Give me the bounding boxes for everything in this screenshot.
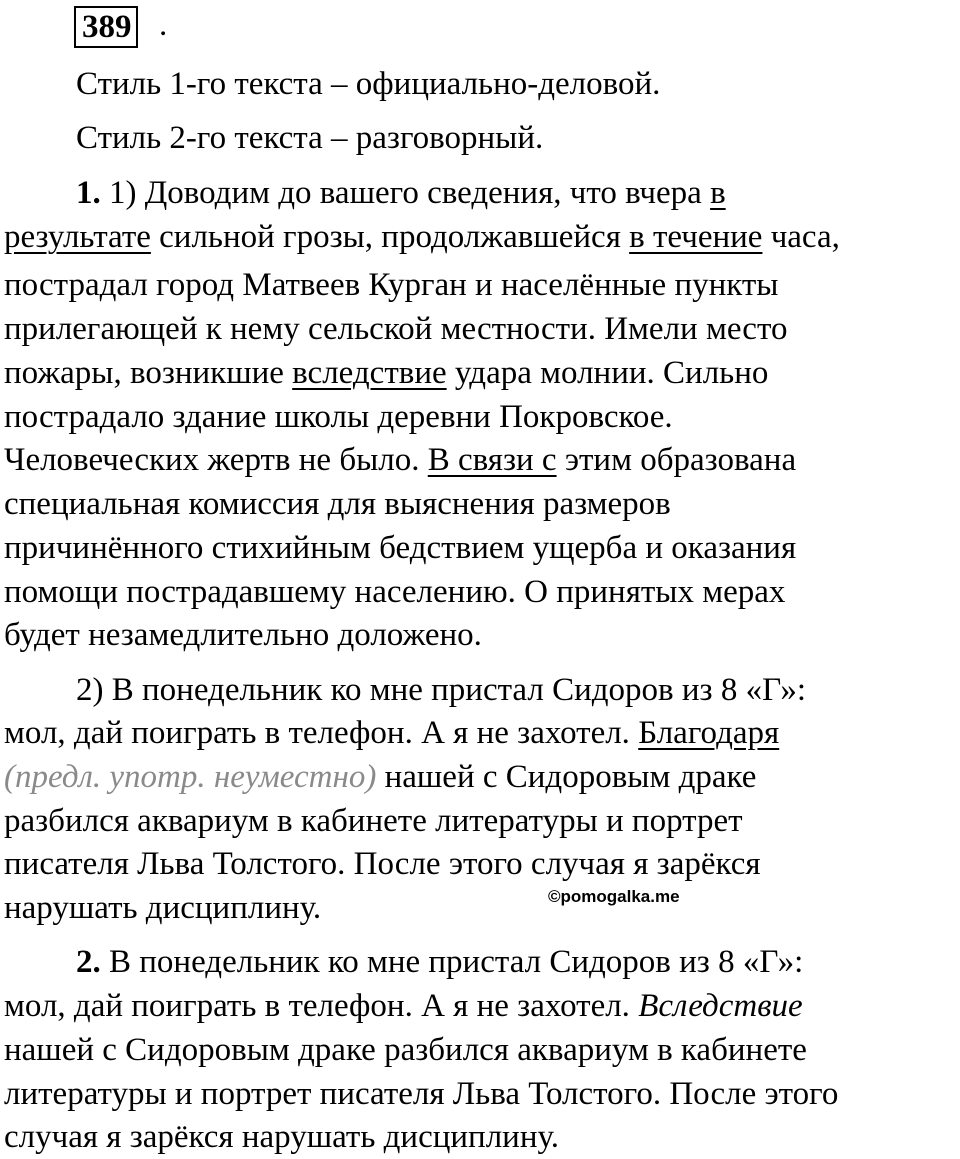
task1-line-5 bbox=[4, 351, 768, 395]
task1-p2-note: (предл. употр. неуместно) bbox=[4, 759, 377, 795]
task1-line-8: специальная комиссия для выяснения размеров bbox=[4, 486, 671, 522]
task1-p1-l2-text: сильной грозы, продолжавшейся bbox=[150, 219, 630, 255]
task1-p1-l7-end: этим образована bbox=[556, 442, 797, 478]
task2-l2-text: мол, дай поиграть в телефон. А я не захотел. bbox=[4, 988, 639, 1024]
task1-p1-l5-end: удара молнии. Сильно bbox=[446, 355, 769, 391]
task1-part2-line-5: писателя Льва Толстого. После этого случая я зарёкся bbox=[4, 846, 761, 882]
task1-p1-l1-text: 1) Доводим до вашего сведения, что вчера bbox=[109, 175, 711, 211]
task1-p1-l7-text: Человеческих жертв не было. bbox=[4, 442, 428, 478]
task1-part2-line-2 bbox=[4, 711, 779, 755]
task2-line-5: случая я зарёкся нарушать дисциплину. bbox=[4, 1119, 559, 1155]
task1-p1-l5-text: пожары, возникшие bbox=[4, 355, 293, 391]
task1-p1-l1-underlined: в bbox=[710, 175, 726, 211]
task1-label: 1. bbox=[76, 175, 101, 211]
task1-p1-l2-underlined-2: в течение bbox=[629, 219, 763, 255]
task1-p2-l2-text: мол, дай поиграть в телефон. А я не захотел. bbox=[4, 715, 639, 751]
task2-l2-italic: Вследствие bbox=[638, 988, 803, 1024]
task1-line-7 bbox=[4, 438, 796, 482]
task2-l1-text: В понедельник ко мне пристал Сидоров из 8 «Г»: bbox=[100, 944, 804, 980]
task2-line-4: литературы и портрет писателя Льва Толстого. После этого bbox=[4, 1076, 839, 1112]
task1-p1-l7-underlined: В связи с bbox=[427, 442, 557, 478]
task2-label: 2. bbox=[76, 944, 101, 980]
task2-line-1 bbox=[76, 940, 803, 984]
task1-line-1 bbox=[76, 171, 726, 215]
style-text-1: Стиль 1-го текста – официально-деловой. bbox=[76, 66, 661, 102]
task2-line-2 bbox=[4, 984, 803, 1028]
exercise-number: 389 bbox=[74, 6, 138, 48]
task1-line-10: помощи пострадавшему населению. О принятых мерах bbox=[4, 574, 786, 610]
task1-line-11: будет незамедлительно доложено. bbox=[4, 617, 482, 653]
task1-line-6: пострадало здание школы деревни Покровское. bbox=[4, 399, 673, 435]
task1-line-3: пострадал город Матвеев Курган и населённые пункты bbox=[4, 267, 779, 303]
task1-p2-l3-text: нашей с Сидоровым драке bbox=[376, 759, 757, 795]
task1-p1-l2-end: часа, bbox=[762, 219, 840, 255]
task1-line-2 bbox=[4, 215, 840, 259]
exercise-number-dot: . bbox=[159, 7, 168, 43]
task1-part2-line-1: 2) В понедельник ко мне пристал Сидоров из 8 «Г»: bbox=[76, 672, 806, 708]
task1-line-4: прилегающей к нему сельской местности. Имели место bbox=[4, 311, 788, 347]
task1-part2-line-6: нарушать дисциплину. bbox=[4, 890, 322, 926]
task1-part2-line-3 bbox=[4, 755, 756, 799]
watermark: ©pomogalka.me bbox=[548, 887, 680, 906]
task1-line-9: причинённого стихийным бедствием ущерба и оказания bbox=[4, 530, 797, 566]
task1-part2-line-4: разбился аквариум в кабинете литературы и портрет bbox=[4, 803, 743, 839]
task1-p1-l5-underlined: вследствие bbox=[292, 355, 447, 391]
task2-line-3: нашей с Сидоровым драке разбился аквариум в кабинете bbox=[4, 1032, 807, 1068]
task1-p2-l2-underlined: Благодаря bbox=[638, 715, 780, 751]
task1-p1-l2-underlined-1: результате bbox=[4, 219, 151, 255]
style-text-2: Стиль 2-го текста – разговорный. bbox=[76, 120, 544, 156]
